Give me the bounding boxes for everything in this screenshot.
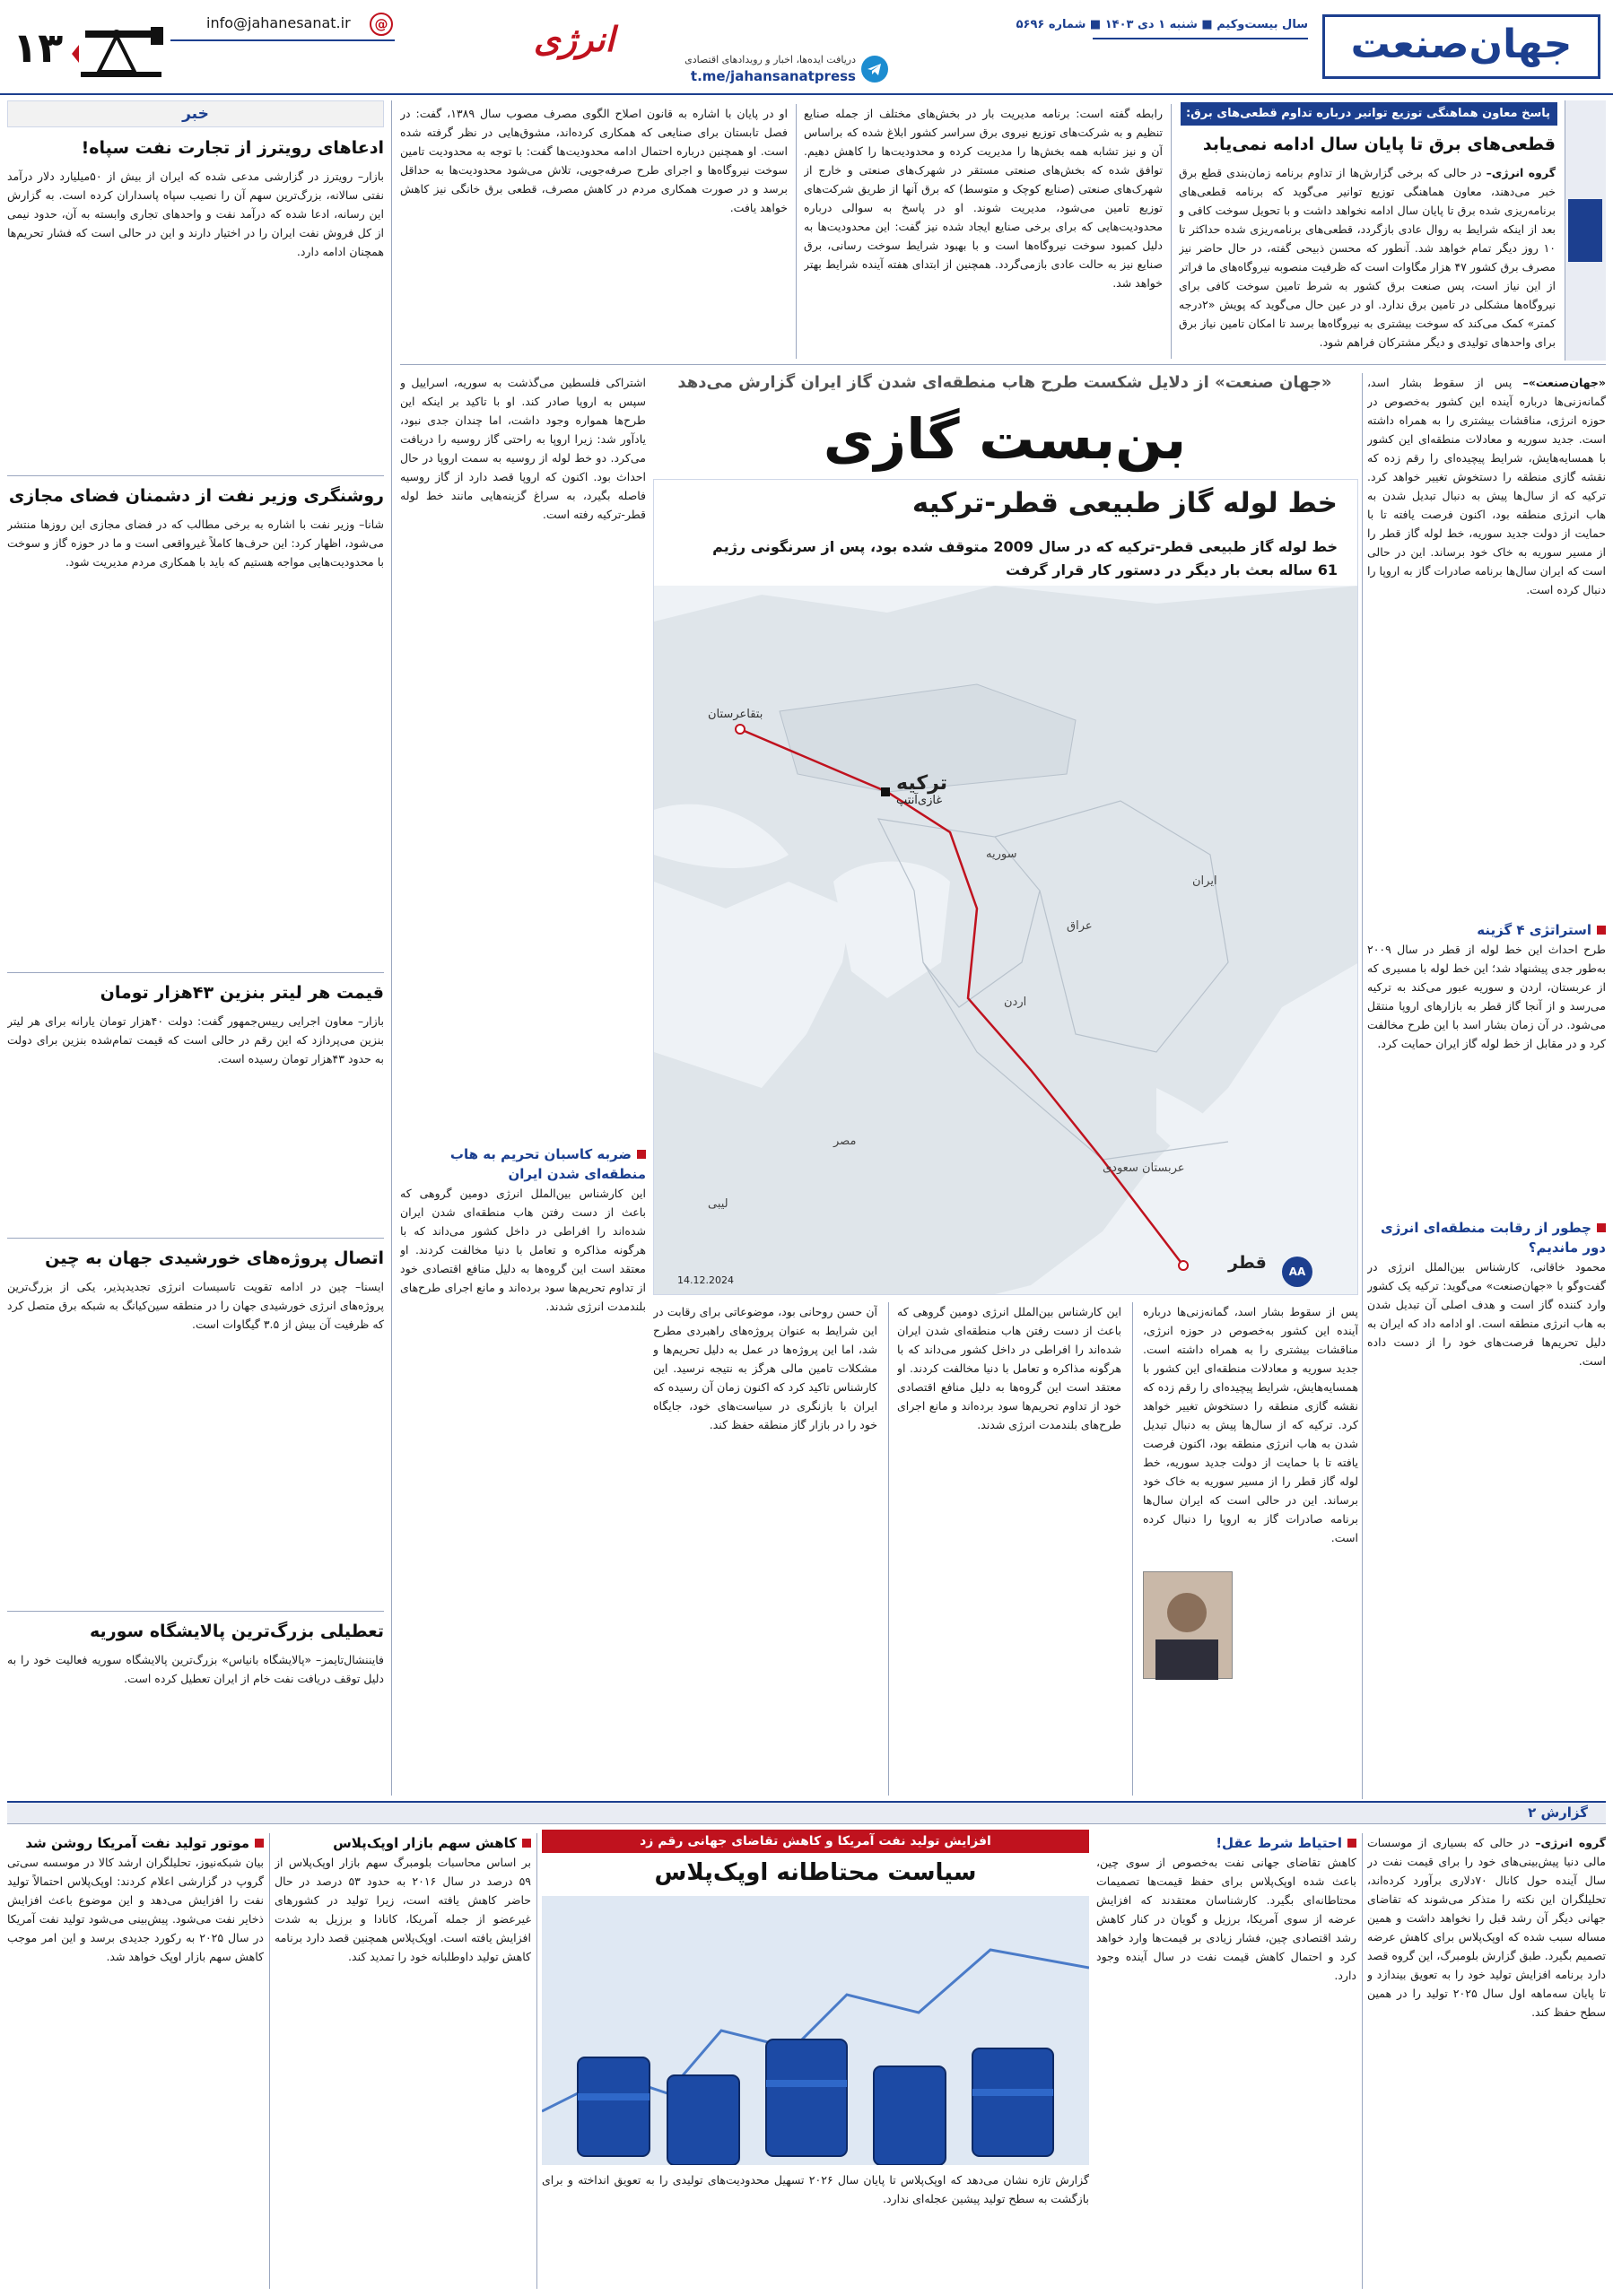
subhead	[1096, 1833, 1356, 1853]
bottom-col-right	[1367, 1833, 1606, 2289]
bottom-news-1	[275, 1833, 531, 2289]
col-text: طبق گزارش بلومبرگ، این گروه قصد دارد برنامه افزایش تولید خود را به تعویق بیندازد و تا پایان سه‌ماهه اول سال ۲۰۲۵ تولید را در همین سطح حفظ کند.	[1367, 1949, 1606, 2019]
col-text: طرح احداث این خط لوله از قطر در سال ۲۰۰۹ به‌طور جدی پیشنهاد شد؛ این خط لوله با مسیری که از عربستان، اردن و سوریه عبور می‌کند به ترکیه می‌رسد و از آنجا گاز قطر به بازارهای اروپا منتقل می‌شود. در آن زمان بشار اسد با این طرح مخالفت کرد و در مقابل از خط لوله گاز ایران حمایت کرد.	[1367, 943, 1606, 1050]
map-label-qatar: قطر	[1228, 1253, 1267, 1273]
news-body: شانا– وزیر نفت با اشاره به برخی مطالب که در فضای مجازی این روزها منتشر می‌شود، اظهار کرد: این حرف‌ها کاملاً غیرواقعی است و ما در حوزه گاز و سوخت با محدودیت‌هایی مواجه هستیم که باید با همکاری مردم مدیریت شود.	[7, 517, 384, 569]
news-title[interactable]	[275, 1833, 531, 1853]
top-story-rule	[400, 364, 1606, 365]
top-story	[400, 100, 1606, 361]
map-label-egypt: مصر	[833, 1135, 857, 1148]
top-story-col2: رابطه گفته است: برنامه مدیریت بار در بخش‌های مختلف از جمله صنایع تنظیم و به شرکت‌های توزیع نیروی برق سراسر کشور ابلاغ شده که براساس آن و نیز تشابه همه بخش‌ها را مدیریت کرده و محدودیت‌ها را کاهش دهیم. توافق شده که بخش‌های صنعتی مستقر در شهرک‌های صنعتی و خارج از شهرک‌های صنعتی (صنایع کوچک و متوسط) که برق آنها از طریق شرکت‌های توزیع تامین می‌شود، مدیریت شوند. او در پاسخ به سوالی درباره محدودیت‌هایی که برای برخی صنایع ایجاد شده نیز گفت: این محدودیت‌ها به دلیل کمبود سوخت نیروگاه‌ها است و با بهبود شرایط سوخت رسانی، برق صنایع نیز به حالت عادی بازمی‌گردد. همچنین از ابتدای هفته آینده شرایط بهتر خواهد شد.	[804, 107, 1163, 290]
news-item	[7, 1620, 384, 1790]
masthead-title: جهان‌صنعت	[1350, 22, 1573, 67]
header-rule	[0, 93, 1613, 95]
col-text: محمود خاقانی، کارشناس بین‌الملل انرژی در گفت‌وگو با «جهان‌صنعت» می‌گوید: ترکیه یک کشور وارد کننده گاز است و هدف اصلی آن تبدیل شدن به هاب انرژی منطقه است. او ادامه داد که ایران به دلیل تحریم‌ها فرصت‌های خود را از دست داده است.	[1367, 1260, 1606, 1368]
bullet-icon	[1347, 1839, 1356, 1848]
divider	[7, 475, 384, 476]
opec-story	[542, 1830, 1089, 2289]
news-body: بازار– معاون اجرایی رییس‌جمهور گفت: دولت ۴۰هزار تومان یارانه برای هر لیتر بنزین می‌پردازد که این رقم در حالی است که قیمت تمام‌شده بنزین برای دولت به حدود ۴۳هزار تومان رسیده است.	[7, 1014, 384, 1065]
bullet-icon	[255, 1839, 264, 1848]
feature-intro	[1367, 373, 1606, 911]
map-label-syria: سوریه	[986, 848, 1017, 861]
telegram-box[interactable]	[619, 50, 888, 90]
news-title[interactable]: اتصال پروژه‌های خورشیدی جهان به چین	[45, 1248, 384, 1268]
subhead-text: ضربه کاسبان تحریم به هاب منطقه‌ای شدن ایران	[449, 1146, 646, 1182]
divider	[7, 972, 384, 973]
col-rule	[1362, 1833, 1363, 2289]
col-text: اشتراکی فلسطین می‌گذشت به سوریه، اسراییل و سپس به اروپا صادر کند. او با تاکید بر اینکه این طرح‌ها همواره وجود داشت، اما چندان جدی نبود، یادآور شد: زیرا اروپا به راحتی گاز روسیه را دریافت می‌کرد. دو خط لوله از روسیه به سمت اروپا در حال احداث بود. اکنون که اروپا قصد دارد از گاز روسیه فاصله بگیرد، به سراغ گزینه‌هایی مانند خط لوله قطر-ترکیه رفته است.	[400, 376, 646, 521]
email[interactable]: info@jahanesanat.ir	[206, 14, 351, 31]
news-item	[7, 981, 384, 1232]
col-rule	[269, 1833, 270, 2289]
map-label-iraq: عراق	[1067, 919, 1093, 933]
page-number: ۱۳	[13, 23, 64, 72]
news-sidebar	[7, 100, 384, 1796]
news-title[interactable]: قیمت هر لیتر بنزین ۴۳هزار تومان	[100, 983, 384, 1003]
divider	[7, 1238, 384, 1239]
subhead-text: احتیاط شرط عقل!	[1216, 1835, 1342, 1851]
top-story-tag	[1565, 100, 1606, 361]
news-item	[7, 136, 384, 468]
divider	[7, 1611, 384, 1612]
news-item	[7, 484, 384, 969]
col-rule	[1171, 104, 1172, 359]
opec-title[interactable]: سیاست محتاطانه اوپک‌پلاس	[654, 1859, 977, 1886]
subhead	[1367, 920, 1606, 940]
feature-kicker: «جهان صنعت» از دلایل شکست طرح هاب منطقه‌ای شدن گاز ایران گزارش می‌دهد	[677, 373, 1332, 392]
agency-logo: AA	[1282, 1257, 1312, 1287]
col-text: آن حسن روحانی بود، موضوعاتی برای رقابت در این شرایط به عنوان پروژه‌های راهبردی مطرح شد، اما این پروژه‌ها در عمل به دلیل تحریم‌ها و مشکلات تامین مالی هرگز به نتیجه نرسید. این کارشناس تاکید کرد که اکنون زمان آن رسیده که ایران با بازنگری در سیاست‌های خود، جایگاه خود را در بازار گاز منطقه حفظ کند.	[653, 1305, 877, 1431]
oil-pump-icon	[72, 18, 170, 81]
map-label-libya: لیبی	[708, 1197, 728, 1211]
map-date: 14.12.2024	[677, 1274, 734, 1286]
top-story-col3: او در پایان با اشاره به قانون اصلاح الگوی مصرف مصوب سال ۱۳۸۹، گفت: در فصل تابستان برای صنایعی که همکاری کرده‌اند، مشوق‌هایی در نظر گرفته شده است. او همچنین درباره احتمال ادامه محدودیت‌ها گفت: با توجه به محدودیت تامین سوخت نیروگاه‌ها و اجرای طرح صرفه‌جویی، تلاش می‌شود محدودیت‌ها به حداقل برسد و در صورت همکاری مردم در کاهش مصرف، قطعی برق خانگی نیز کاهش خواهد یافت.	[400, 107, 788, 214]
news-title[interactable]: ادعاهای رویترز از تجارت نفت سپاه!	[81, 138, 384, 158]
col-text: در حالی که برخی گزارش‌ها از تداوم برنامه زمان‌بندی قطع برق خبر می‌دهند، معاون هماهنگی توزیع توانیر می‌گوید که برنامه قطعی‌های برنامه‌ریزی شده برق تا پایان سال ادامه نخواهد داشت و با تحویل سوخت کافی و بعد از اینکه شرایط به روال عادی بازگردد، قطعی‌های برنامه‌ریزی شده حداکثر تا ۱۰ روز دیگر تمام خواهد شد. آنطور که محسن ذبیحی گفته، در حال حاضر نیز مصرف برق کشور ۴۷ هزار مگاوات است که ظرفیت منصوبه نیروگاه‌های ما فراتر از این نیاز است، پس صنعت برق کشور به شرط تامین سوخت کافی برای نیروگاه‌ها مشکلی در تامین برق ندارد. او در عین حال می‌گوید که پویش «۲درجه کمتر» کمک می‌کند که سوخت بیشتری به نیروگاه‌ها برسد تا امکان تامین نیاز برق برای واحدهای تولیدی و دیگر مشترکان فراهم شود.	[1179, 166, 1556, 349]
col-rule	[888, 1302, 889, 1796]
map-title: خط لوله گاز طبیعی قطر-ترکیه	[911, 487, 1338, 519]
feature-under-map	[653, 1302, 1358, 1796]
sidebar-section-bar	[7, 100, 384, 127]
news-title-text: کاهش سهم بازار اوپک‌پلاس	[333, 1835, 517, 1851]
col-rule	[796, 104, 797, 359]
bullet-icon	[522, 1839, 531, 1848]
top-story-title[interactable]: قطعی‌های برق تا پایان سال ادامه نمی‌یابد	[1202, 135, 1556, 154]
subhead	[1367, 1218, 1606, 1257]
subhead-text: استراتژی ۴ گزینه	[1477, 922, 1591, 938]
map-label-iran: ایران	[1192, 874, 1217, 888]
pipeline-map	[653, 479, 1358, 1295]
map-label-jordan: اردن	[1004, 996, 1027, 1009]
page-header	[0, 0, 1613, 97]
map-label-gaziantep: غازی‌آنتپ	[896, 794, 943, 807]
sidebar-section-label: خبر	[182, 105, 209, 123]
feature-col-right	[1367, 373, 1606, 1799]
col-rule	[536, 1833, 537, 2289]
lead-label: گروه انرژی–	[1486, 166, 1556, 179]
map-point-start	[736, 725, 745, 734]
top-story-tag-text	[1568, 199, 1602, 262]
lead-label: گروه انرژی–	[1535, 1836, 1606, 1849]
col-text: پس از سقوط بشار اسد، گمانه‌زنی‌ها درباره آینده این کشور به‌خصوص در حوزه انرژی، مناقشات بیشتری را به همراه داشته است. جدید سوریه و معادلات منطقه‌ای این کشور با همسایه‌هایش، شرایط پیچیده‌ای را رقم زده که نقشه گازی منطقه را دستخوش تغییر خواهد کرد. ترکیه که از سال‌ها پیش به دنبال تبدیل شدن به هاب انرژی منطقه بود، اکنون فرصت یافته تا با حمایت از دولت جدید سوریه، خط لوله گاز قطر را از مسیر سوریه به خاک خود برساند. این در حالی است که ایران سال‌ها برنامه صادرات گاز به اروپا را دنبال کرده است.	[1143, 1305, 1358, 1544]
issue-line: سال بیست‌وکیم ■ شنبه ۱ دی ۱۴۰۳ ■ شماره ۵۶۹۶	[1016, 18, 1308, 31]
top-story-kicker: پاسخ معاون هماهنگی توزیع توانیر درباره تداوم قطعی‌های برق:	[1181, 102, 1557, 126]
oil-barrels-image	[542, 1896, 1089, 2165]
col-text: کاهش تقاضای جهانی نفت به‌خصوص از سوی چین، باعث شده اوپک‌پلاس برای حفظ قیمت‌ها تصمیمات محتاطانه‌ای بگیرد. کارشناسان معتقدند که افزایش عرضه از سوی آمریکا، برزیل و گویان در کنار کاهش رشد اقتصادی چین، فشار زیادی بر قیمت‌ها وارد خواهد کرد و احتمال کاهش قیمت نفت در سال آینده وجود دارد.	[1096, 1856, 1356, 1982]
bottom-section-label: گزارش ۲	[1528, 1805, 1588, 1821]
col-text: این کارشناس بین‌الملل انرژی دومین گروهی که باعث از دست رفتن هاب منطقه‌ای شدن ایران شده‌اند را افراطی در داخل کشور می‌داند که با هرگونه مذاکره و تعامل با دنیا مخالفت کردند. او معتقد است این گروه‌ها به دلیل منافع اقتصادی خود از تداوم تحریم‌ها سود برده‌اند و مانع اجرای طرح‌های بلندمدت انرژی شدند.	[400, 1187, 646, 1313]
col-text: این کارشناس بین‌الملل انرژی دومین گروهی که باعث از دست رفتن هاب منطقه‌ای شدن ایران شده‌اند را افراطی در داخل کشور می‌داند که با هرگونه مذاکره و تعامل با دنیا مخالفت کردند. او معتقد است این گروه‌ها به دلیل منافع اقتصادی خود از تداوم تحریم‌ها سود برده‌اند و مانع اجرای طرح‌های بلندمدت انرژی شدند.	[897, 1305, 1121, 1431]
section-title: انرژی	[533, 20, 615, 59]
bullet-icon	[637, 1150, 646, 1159]
email-rule	[170, 39, 395, 41]
map-point-gaziantep	[881, 787, 890, 796]
sidebar-rule	[391, 100, 392, 1796]
feature-title[interactable]: بن‌بست گازی	[823, 406, 1187, 472]
opec-kicker: افزایش تولید نفت آمریکا و کاهش تقاضای جهانی رقم زد	[542, 1830, 1089, 1853]
top-story-col1	[1179, 163, 1556, 359]
issue-rule	[1093, 38, 1308, 39]
telegram-text: دریافت ایده‌ها، اخبار و رویدادهای اقتصادی	[684, 54, 856, 65]
image-caption: گزارش تازه نشان می‌دهد که اوپک‌پلاس تا پایان سال ۲۰۲۶ تسهیل محدودیت‌های تولیدی را به تعویق انداخته و برای بازگشت به سطح تولید پیشین عجله‌ای ندارد.	[542, 2173, 1089, 2205]
bullet-icon	[1597, 926, 1606, 935]
map-graphic	[654, 586, 1358, 1294]
telegram-icon	[861, 56, 888, 83]
news-title[interactable]	[7, 1833, 264, 1853]
col-rule	[1132, 1302, 1133, 1796]
news-title-text: موتور تولید نفت آمریکا روشن شد	[25, 1835, 249, 1851]
news-body: بر اساس محاسبات بلومبرگ سهم بازار اوپک‌پلاس از ۵۹ درصد در سال ۲۰۱۶ به حدود ۵۳ درصد در حال حاضر کاهش یافته است، زیرا تولید در کشورهای غیرعضو از جمله آمریکا، کانادا و برزیل به شدت افزایش یافته است. اوپک‌پلاس همچنین قصد دارد برنامه کاهش تولید داوطلبانه خود را تمدید کند.	[275, 1856, 531, 1963]
news-body: ایسنا– چین در ادامه تقویت تاسیسات انرژی تجدیدپذیر، یکی از بزرگ‌ترین پروژه‌های انرژی خورشیدی جهان را در منطقه سین‌کیانگ به شبکه برق متصل کرد که ظرفیت آن بیش از ۳.۵ گیگاوات است.	[7, 1280, 384, 1331]
bottom-col-mid	[1096, 1833, 1356, 2289]
news-body: بیان شبکه‌نیوز، تحلیلگران ارشد کالا در موسسه سی‌تی گروپ در گزارشی اعلام کردند: اوپک‌پلاس احتمالاً تولید نفت را افزایش می‌دهد و این موضوع باعث افزایش ذخایر نفت می‌شود. پیش‌بینی می‌شود تولید نفت آمریکا در سال ۲۰۲۵ به رکورد جدیدی برسد و این امر موجب کاهش سهم بازار اوپک خواهد شد.	[7, 1856, 264, 1963]
intro-label: «جهان‌صنعت»–	[1522, 376, 1606, 389]
bullet-icon	[1597, 1223, 1606, 1232]
expert-photo	[1143, 1571, 1233, 1679]
map-label-turkey: ترکیه	[896, 772, 948, 795]
news-title[interactable]: روشنگری وزیر نفت از دشمنان فضای مجازی	[8, 486, 384, 506]
bottom-section-bar	[7, 1801, 1606, 1824]
news-title[interactable]: تعطیلی بزرگ‌ترین پالایشگاه سوریه	[90, 1622, 384, 1641]
telegram-link[interactable]: t.me/jahansanatpress	[690, 68, 856, 84]
col-text: پس از سقوط بشار اسد، گمانه‌زنی‌ها درباره آینده این کشور به‌خصوص در حوزه انرژی، مناقشات بیشتری را به همراه داشته است. جدید سوریه و معادلات منطقه‌ای این کشور با همسایه‌هایش، شرایط پیچیده‌ای را رقم زده که نقشه گازی منطقه را دستخوش تغییر خواهد کرد. ترکیه که از سال‌ها پیش به دنبال تبدیل شدن به هاب انرژی منطقه بود، اکنون فرصت یافته تا با حمایت از دولت جدید سوریه، خط لوله گاز قطر را از مسیر سوریه به خاک خود برساند. این در حالی است که ایران سال‌ها برنامه صادرات گاز به اروپا را دنبال کرده است.	[1367, 376, 1606, 596]
map-label-start: بتقاعرستان	[708, 708, 763, 721]
map-caption: خط لوله گاز طبیعی قطر-ترکیه که در سال 2009 متوقف شده بود، پس از سرنگونی رژیم 61 ساله بعث بار دیگر در دستور کار قرار گرفت	[712, 538, 1338, 578]
subhead-text: چطور از رقابت منطقه‌ای انرژی دور ماندیم؟	[1380, 1220, 1606, 1256]
masthead	[1322, 14, 1600, 79]
subhead	[400, 1144, 646, 1184]
col-text: در حالی که بسیاری از موسسات مالی دنیا پیش‌بینی‌های خود را برای قیمت نفت در سال آینده حول کانال ۷۰دلاری برآورد کرده‌اند، تحلیلگران این نکته را متذکر می‌شوند که تقاضای جهانی دیگر آن رشد قبل را نخواهد داشت و همین مساله سبب شده که اوپک‌پلاس برای کاهش عرضه تصمیم بگیرد.	[1367, 1836, 1606, 1962]
map-label-saudi: عربستان سعودی	[1103, 1161, 1185, 1175]
email-icon: @	[370, 13, 393, 36]
news-body: بازار– رویترز در گزارشی مدعی شده که ایران از بیش از ۵۰میلیارد دلار درآمد نفتی سالانه، بزرگ‌ترین سهم آن را نصیب سپاه پاسداران کرده است. به گزارش این رسانه، ادعا شده که درآمد نفت و واحدهای تجاری وابسته به آن، حدود نیمی از کل فروش نفت ایران را در اختیار دارند و این در حالی است که فشار تحریم‌ها همچنان ادامه دارد.	[7, 170, 384, 258]
bottom-news-2	[7, 1833, 264, 2289]
map-point-qatar	[1179, 1261, 1188, 1270]
feature-col-mid	[400, 373, 646, 1799]
col-rule	[1362, 373, 1363, 1799]
news-body: فایننشال‌تایمز– «پالایشگاه بانیاس» بزرگ‌ترین پالایشگاه سوریه فعالیت خود را به دلیل توقف دریافت نفت خام از ایران تعطیل کرده است.	[7, 1653, 384, 1685]
news-item	[7, 1247, 384, 1605]
